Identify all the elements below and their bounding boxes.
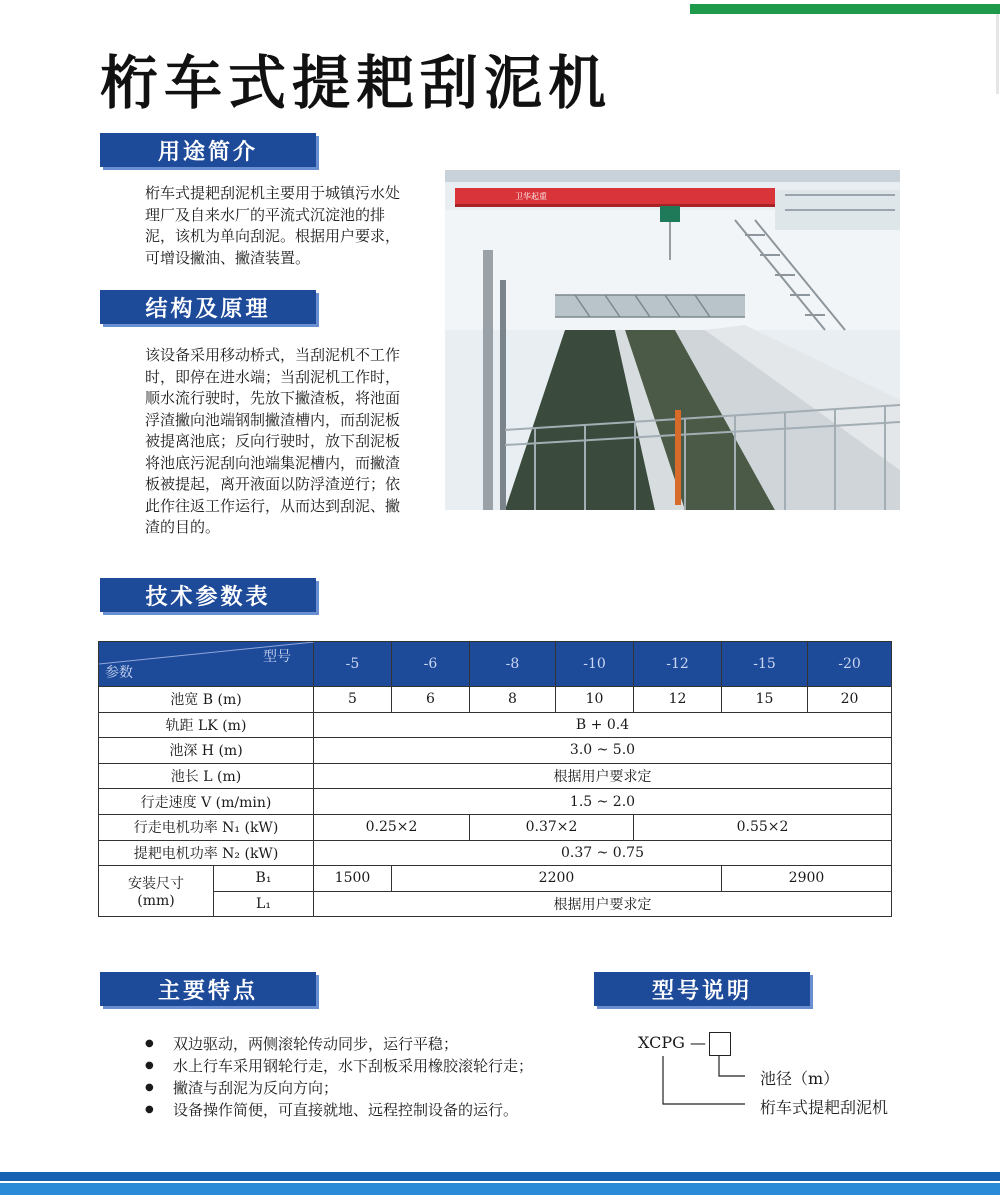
structure-line: 顺水流行驶时，先放下撇渣板，将池面: [145, 389, 401, 407]
table-cell: 0.37×2: [470, 814, 634, 840]
table-cell: 2200: [392, 866, 722, 892]
install-label: 安装尺寸: [128, 876, 184, 893]
right-edge-rule: [996, 14, 999, 94]
table-cell: 0.55×2: [634, 814, 892, 840]
row-label: 池宽 B (m): [99, 687, 314, 713]
table-cell: 8: [470, 687, 556, 713]
table-cell: 1500: [314, 866, 392, 892]
usage-paragraph: [145, 183, 435, 269]
list-item: ● 水上行车采用钢轮行走，水下刮板采用橡胶滚轮行走；: [145, 1055, 533, 1077]
table-row: [99, 866, 892, 892]
structure-line: 被提离池底；反向行驶时，放下刮泥板: [145, 432, 401, 450]
table-row: [99, 814, 892, 840]
table-cell: 2900: [722, 866, 892, 892]
params-heading: 技术参数表: [100, 578, 316, 612]
usage-heading: 用途简介: [100, 133, 316, 167]
usage-line: 可增设撇油、撇渣装置。: [145, 248, 311, 267]
table-row: [99, 738, 892, 764]
model-box-placeholder: [709, 1032, 731, 1056]
features-heading: 主要特点: [100, 972, 316, 1006]
table-row: [99, 789, 892, 815]
list-item: ● 撇渣与刮泥为反向方向；: [145, 1077, 533, 1099]
table-cell: 3.0 ~ 5.0: [314, 738, 892, 764]
spec-table: [98, 641, 892, 917]
page-title: 桁车式提耙刮泥机: [100, 49, 613, 117]
table-row: [99, 687, 892, 713]
model-diameter-label: 池径（m）: [760, 1069, 840, 1088]
table-cell: 根据用户要求定: [314, 891, 892, 917]
table-cell: B + 0.4: [314, 712, 892, 738]
install-unit: (mm): [137, 893, 175, 910]
table-cell: 15: [722, 687, 808, 713]
row-label: 行走电机功率 N₁ (kW): [99, 814, 314, 840]
crane-label: 卫华起重: [515, 192, 547, 201]
list-item: ● 设备操作简便，可直接就地、远程控制设备的运行。: [145, 1099, 533, 1121]
structure-line: 浮渣撇向池端钢制撇渣槽内，而刮泥板: [145, 410, 401, 429]
top-green-bar: [690, 4, 1000, 14]
model-header-cell: -12: [634, 642, 722, 687]
table-row: [99, 763, 892, 789]
equipment-photo: [445, 170, 900, 510]
model-header-cell: -8: [470, 642, 556, 687]
row-label: 池长 L (m): [99, 763, 314, 789]
table-cell: 5: [314, 687, 392, 713]
table-row: [99, 712, 892, 738]
model-header-cell: -15: [722, 642, 808, 687]
table-cell: 12: [634, 687, 722, 713]
list-item: ● 双边驱动，两侧滚轮传动同步，运行平稳；: [145, 1033, 533, 1055]
corner-model-label: 型号: [263, 649, 291, 665]
bottom-band: [0, 1172, 1000, 1181]
bottom-band-lower: [0, 1183, 1000, 1195]
usage-line: 桁车式提耙刮泥机主要用于城镇污水处: [145, 184, 401, 202]
sub-row-label: B₁: [214, 866, 314, 892]
structure-line: 时，即停在进水端；当刮泥机工作时，: [145, 367, 401, 386]
table-corner-cell: [99, 642, 314, 687]
usage-line: 理厂及自来水厂的平流式沉淀池的排: [145, 205, 386, 224]
model-header-cell: -10: [556, 642, 634, 687]
table-cell: 根据用户要求定: [314, 763, 892, 789]
corner-param-label: 参数: [105, 665, 133, 681]
model-code: XCPG —: [638, 1033, 706, 1052]
structure-line: 此作往返工作运行，从而达到刮泥、撇: [145, 496, 401, 515]
table-cell: 1.5 ~ 2.0: [314, 789, 892, 815]
equipment-photo-illustration: [445, 170, 900, 510]
row-label: 池深 H (m): [99, 738, 314, 764]
table-cell: 0.37 ~ 0.75: [314, 840, 892, 866]
structure-line: 板被提起，离开液面以防浮渣逆行；依: [145, 475, 401, 493]
table-row: [99, 840, 892, 866]
table-cell: 10: [556, 687, 634, 713]
model-name-label: 桁车式提耙刮泥机: [760, 1098, 889, 1117]
structure-line: 将池底污泥刮向池端集泥槽内，而撇渣: [145, 453, 401, 472]
row-label: 轨距 LK (m): [99, 712, 314, 738]
model-connector-lines: [655, 1054, 765, 1114]
table-cell: 6: [392, 687, 470, 713]
features-list: [145, 1033, 533, 1121]
row-label: 行走速度 V (m/min): [99, 789, 314, 815]
structure-line: 渣的目的。: [145, 518, 221, 536]
usage-line: 泥，该机为单向刮泥。根据用户要求，: [145, 227, 401, 245]
table-row: [99, 891, 892, 917]
structure-line: 该设备采用移动桥式，当刮泥机不工作: [145, 346, 401, 364]
model-header-cell: -5: [314, 642, 392, 687]
table-cell: 20: [808, 687, 892, 713]
model-heading: 型号说明: [594, 972, 810, 1006]
row-label: [99, 866, 214, 917]
row-label: 提耙电机功率 N₂ (kW): [99, 840, 314, 866]
structure-heading: 结构及原理: [100, 290, 316, 324]
model-header-cell: -20: [808, 642, 892, 687]
structure-paragraph: [145, 345, 435, 539]
model-header-cell: -6: [392, 642, 470, 687]
sub-row-label: L₁: [214, 891, 314, 917]
table-cell: 0.25×2: [314, 814, 470, 840]
